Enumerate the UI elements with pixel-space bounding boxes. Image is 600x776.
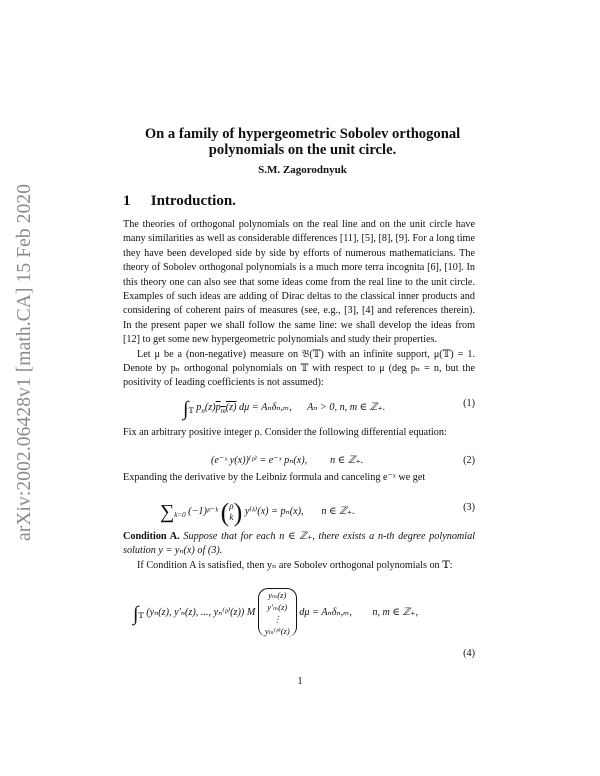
eq4-number: (4) <box>463 648 475 659</box>
eq3-condition: n ∈ ℤ₊. <box>321 506 355 517</box>
vec-entry: yₘ⁽ᵖ⁾(z) <box>264 626 290 636</box>
eq3-number: (3) <box>463 502 475 513</box>
eq3-body: (−1)ᵖ⁻ᵏ <box>188 506 219 517</box>
arxiv-stamp: arXiv:2002.06428v1 [math.CA] 15 Feb 2020 <box>14 183 35 541</box>
eq1-rhs: dμ = Aₙδₙ,ₘ, <box>239 402 292 413</box>
paragraph-1: The theories of orthogonal polynomials on the real line and on the unit circle have many similarities as well as considerable differences [11], [5], [8], [9]. For a long time they have been developed side by side by efforts of numerous mathematicians. The theory of Sobolev orthogonal polynomials is a much more terra incognita [6], [10]. In this theory one can also see that some ideas come from the real line to the unit circle. Examples of such ideas are adding of Dirac deltas to the classical inner products and considering of coherent pairs of measures (see, e.g., [3], [4] and references therein). In the present paper we shall follow the same line: we shall develop the ideas from [12] to get some new hypergeometric polynomials and study their properties. <box>123 219 475 346</box>
paragraph-3: Fix an arbitrary positive integer ρ. Consider the following differential equation: <box>123 427 447 438</box>
equation-1: $\int_𝕋$ $p_n(z)p_m(z) d\mu = A_n\delta_n,_m$, Aₙ > 0, n, m ∈ ℤ₊. (1) <box>183 398 475 420</box>
eq2-body: (e⁻ˣ y(x))⁽ᵖ⁾ = e⁻ˣ pₙ(x), <box>211 455 308 466</box>
eq1-condition: Aₙ > 0, n, m ∈ ℤ₊. <box>307 402 386 413</box>
section-title: Introduction. <box>150 193 236 209</box>
paragraph-4-block <box>123 471 475 485</box>
integral-symbol: ∫ <box>183 398 189 420</box>
eq2-number: (2) <box>463 455 475 466</box>
section-number: 1 <box>123 193 131 209</box>
equation-3: $\sum_{k=0}$ (−1)ᵖ⁻ᵏ (ρ k) y⁽ᵏ⁾(x) = pₙ(x), n ∈ ℤ₊. (3) <box>160 498 475 527</box>
eq3-rhs: y⁽ᵏ⁾(x) = pₙ(x), <box>244 506 304 517</box>
vec-entry: yₘ(z) <box>268 590 287 600</box>
eq4-rhs: dμ = Aₙδₙ,ₘ, <box>299 606 352 618</box>
eq4-matrix-M: M <box>246 606 256 618</box>
eq1-number: (1) <box>463 398 475 409</box>
condition-label: Condition A. <box>123 531 180 542</box>
eq4-column-vector <box>258 588 297 637</box>
title-line-1: On a family of hypergeometric Sobolev orthogonal <box>144 126 461 142</box>
eq4-row-vector: (yₙ(z), y′ₙ(z), ..., yₙ⁽ᵖ⁾(z)) <box>146 606 245 618</box>
condition-block <box>123 530 475 573</box>
paragraph-5: If Condition A is satisfied, then yₙ are Sobolev orthogonal polynomials on 𝕋: <box>137 559 453 571</box>
title-line-2: polynomials on the unit circle. <box>208 142 397 158</box>
eq4-condition: n, m ∈ ℤ₊, <box>372 606 419 618</box>
section-heading <box>123 193 236 210</box>
vec-entry: y′ₘ(z) <box>267 602 288 612</box>
eq2-condition: n ∈ ℤ₊. <box>330 455 364 466</box>
author: S.M. Zagorodnyuk <box>258 164 347 176</box>
condition-text: Suppose that for each n ∈ ℤ₊, there exists a n-th degree polynomial solution y = yₙ(x) of (3). <box>123 531 476 557</box>
paragraph-3-block <box>123 426 475 440</box>
summation-symbol: ∑ <box>160 501 175 523</box>
vec-entry: ⋮ <box>272 614 282 624</box>
integral-symbol-4: ∫ <box>133 602 139 625</box>
paragraph-4: Expanding the derivative by the Leibniz formula and canceling e⁻ˣ we get <box>123 472 426 483</box>
paper-title <box>110 126 495 158</box>
page-number: 1 <box>297 676 303 687</box>
equation-2 <box>123 455 475 471</box>
equation-4: $\int_𝕋$ (yₙ(z), y′ₙ(z), ..., yₙ⁽ᵖ⁾(z)) M yₘ(z) y′ₘ(z) ⋮ yₘ⁽ᵖ⁾(z) dμ = Aₙδₙ,ₘ, n, m ∈ ℤ₊, (4) <box>133 590 475 659</box>
paragraph-2: Let μ be a (non-negative) measure on 𝔅(𝕋) with an infinite support, μ(𝕋) = 1. Denote by pₙ orthogonal polynomials on 𝕋 with respect to μ (deg pₙ = n, but the positivity of leading coefficients is not assumed): <box>123 348 475 389</box>
intro-paragraph-block <box>123 218 475 391</box>
